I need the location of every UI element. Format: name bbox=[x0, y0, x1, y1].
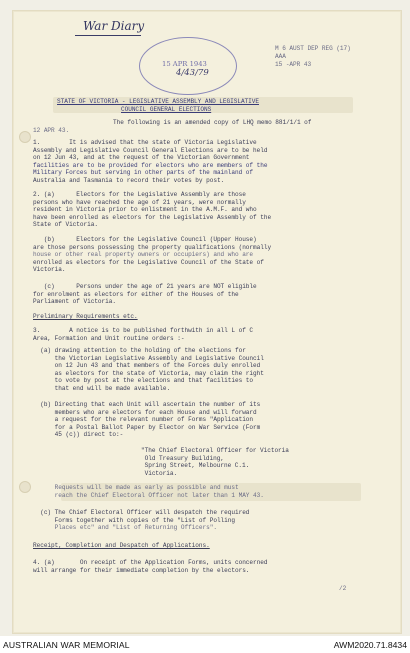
para-2a: have been enrolled as electors for the Legislative Assembly of the bbox=[33, 213, 272, 221]
para-3b: a request for the relevant number of Forms "Application bbox=[33, 416, 254, 423]
address-line: "The Chief Electoral Officer for Victoria bbox=[141, 447, 289, 454]
para-3-cont: reach the Chief Electoral Officer not later than 1 MAY 43. bbox=[33, 491, 264, 499]
address-line: Spring Street, Melbourne C.1. bbox=[141, 462, 250, 469]
para-3a: on 12 Jun 43 and that members of the Forces duly enrolled bbox=[33, 362, 261, 369]
accession-id: AWM2020.71.8434 bbox=[333, 640, 407, 650]
para-2b: are those persons possessing the property qualifications (normally bbox=[33, 243, 272, 251]
para-1: on 12 Jun 43, and at the request of the Victorian Government bbox=[33, 154, 250, 161]
source-label: AUSTRALIAN WAR MEMORIAL bbox=[3, 640, 130, 650]
document-page bbox=[12, 10, 402, 634]
heading-preliminary: Preliminary Requirements etc. bbox=[33, 313, 138, 320]
para-2c: (c) Persons under the age of 21 years are NOT eligible bbox=[33, 283, 257, 290]
stamp-number: 4/43/79 bbox=[176, 68, 209, 78]
para-3b: members who are electors for each House and will forward bbox=[33, 408, 257, 416]
para-3a: (a) drawing attention to the holding of the elections for bbox=[33, 347, 246, 354]
address-line: Victoria. bbox=[141, 469, 178, 477]
footer-bar bbox=[0, 636, 410, 653]
stamp-date: 15 APR 1943 bbox=[162, 60, 207, 68]
intro-line-2: 12 APR 43. bbox=[33, 127, 70, 134]
para-2b: Victoria. bbox=[33, 266, 66, 273]
para-3a: as electors for the state of Victoria, may claim the right bbox=[33, 369, 264, 377]
para-3b: (b) Directing that each Unit will ascertain the number of its bbox=[33, 401, 261, 408]
para-1: 1. It is advised that the state of Victoria Legislative bbox=[33, 139, 257, 146]
handwritten-heading: War Diary bbox=[83, 19, 145, 33]
para-3c: Forms together with copies of the "List of Polling bbox=[33, 516, 235, 524]
heading-receipt: Receipt, Completion and Despatch of Applications. bbox=[33, 542, 210, 549]
para-4a: will arrange for their immediate completion by the electors. bbox=[33, 566, 250, 574]
para-2b: enrolled as electors for the Legislative Council of the State of bbox=[33, 258, 264, 266]
punch-hole bbox=[19, 131, 31, 143]
para-3b: for a Postal Ballot Paper by Elector on War Service (Form bbox=[33, 423, 261, 431]
para-3: Area, Formation and Unit routine orders :- bbox=[33, 334, 185, 342]
para-2c: for enrolment as electors for either of the Houses of the bbox=[33, 290, 239, 298]
para-1: Military Forces but serving in other parts of the mainland of bbox=[33, 169, 254, 176]
para-1: facilities are to be provided for electors who are members of the bbox=[33, 161, 268, 169]
para-3: 3. A notice is to be published forthwith in all L of C bbox=[33, 327, 254, 334]
para-2a: resident in Victoria prior to enlistment in the A.M.F. and who bbox=[33, 206, 257, 213]
para-3c: (c) The Chief Electoral Officer will despatch the required bbox=[33, 509, 250, 516]
para-4a: 4. (a) On receipt of the Application Forms, units concerned bbox=[33, 559, 268, 566]
para-2c: Parliament of Victoria. bbox=[33, 298, 116, 305]
para-1: Australia and Tasmania to record their votes by post. bbox=[33, 176, 225, 184]
para-2a: persons who have reached the age of 21 years, were normally bbox=[33, 198, 246, 206]
para-1: Assembly and Legislative Council General Elections are to be held bbox=[33, 146, 268, 154]
heading-underline bbox=[75, 35, 141, 36]
header-date: 15 -APR 43 bbox=[275, 61, 312, 68]
document-title: STATE OF VICTORIA - LEGISLATIVE ASSEMBLY AND LEGISLATIVE bbox=[57, 98, 259, 105]
received-stamp bbox=[139, 37, 237, 95]
para-3a: that end will be made available. bbox=[33, 384, 171, 392]
para-2a: State of Victoria. bbox=[33, 221, 98, 228]
para-3-cont: Requests will be made as early as possible and must bbox=[33, 484, 239, 491]
para-3c: Places etc" and "List of Returning Officers". bbox=[33, 524, 217, 531]
intro-line: The following is an amended copy of LHQ memo 881/1/1 of bbox=[113, 119, 312, 126]
para-3a: the Victorian Legislative Assembly and Legislative Council bbox=[33, 354, 264, 362]
para-2b: house or other real property owners or occupiers) and who are bbox=[33, 251, 254, 258]
header-ref-2: AAA bbox=[275, 53, 286, 60]
para-3b: 45 (c)) direct to:- bbox=[33, 431, 124, 438]
para-3a: to vote by post at the elections and that facilities to bbox=[33, 377, 254, 384]
header-ref: M 6 AUST DEP REG (17) bbox=[275, 45, 351, 52]
para-2b: (b) Electors for the Legislative Council (Upper House) bbox=[33, 236, 257, 243]
document-title-2: COUNCIL GENERAL ELECTIONS bbox=[121, 106, 212, 113]
para-2a: 2. (a) Electors for the Legislative Assembly are those bbox=[33, 191, 246, 198]
address-line: Old Treasury Building, bbox=[141, 454, 224, 462]
page-continuation-mark: /2 bbox=[339, 585, 347, 592]
punch-hole bbox=[19, 481, 31, 493]
